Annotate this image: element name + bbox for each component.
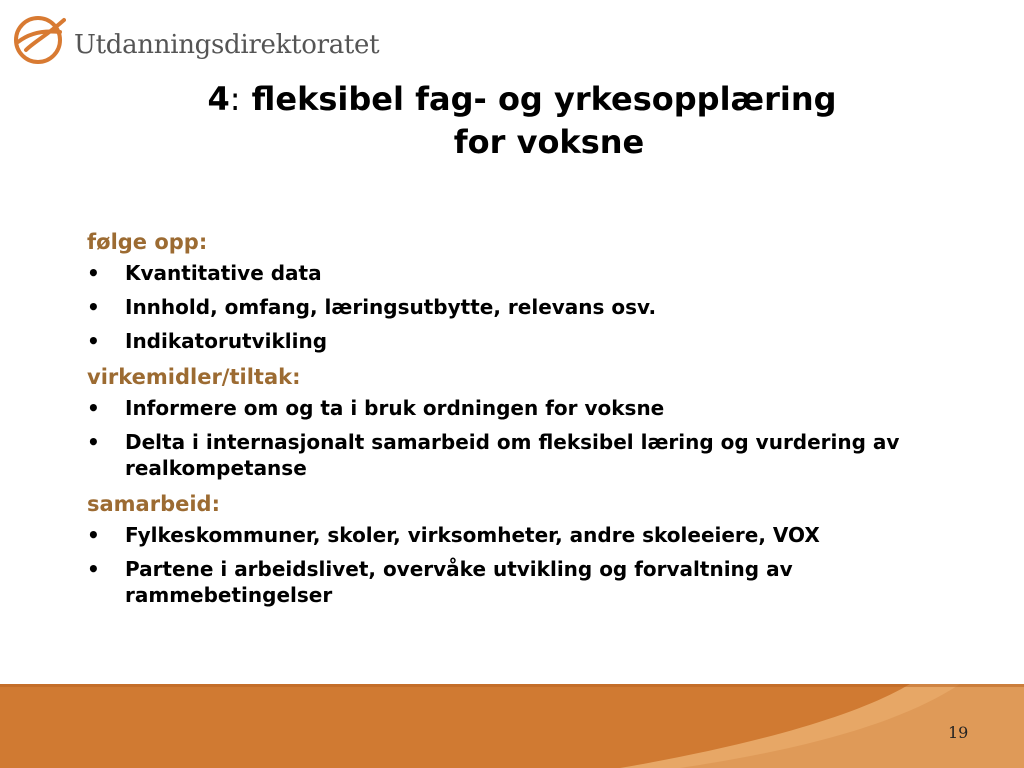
title-spacer (241, 80, 252, 118)
footer-band (0, 684, 1024, 768)
section-heading: samarbeid: (87, 492, 220, 516)
bullet-list (87, 260, 967, 354)
bullet-text: Delta i internasjonalt samarbeid om fleksibel læring og vurdering av realkompetanse (125, 430, 900, 480)
section-virkemidler (87, 362, 967, 481)
title-separator: : (229, 80, 241, 118)
bullet-item (87, 522, 967, 548)
slide-title-line-1 (20, 78, 1024, 121)
bullet-icon: • (87, 261, 100, 285)
bullet-text: Innhold, omfang, læringsutbytte, relevans osv. (125, 295, 657, 319)
bullet-icon: • (87, 430, 100, 454)
bullet-list (87, 395, 967, 481)
bullet-item (87, 328, 967, 354)
bullet-text: Indikatorutvikling (125, 329, 328, 353)
bullet-text: Informere om og ta i bruk ordningen for voksne (125, 396, 665, 420)
utdanningsdirektoratet-logo-icon (12, 12, 66, 66)
bullet-icon: • (87, 329, 100, 353)
bullet-text: Fylkeskommuner, skoler, virksomheter, andre skoleeiere, VOX (125, 523, 820, 547)
bullet-text: Partene i arbeidslivet, overvåke utvikling og forvaltning av rammebetingelser (125, 557, 793, 607)
bullet-icon: • (87, 295, 100, 319)
bullet-icon: • (87, 396, 100, 420)
slide-body (87, 227, 967, 616)
section-samarbeid (87, 489, 967, 608)
title-text-1: fleksibel fag- og yrkesopplæring (251, 80, 837, 118)
page-number: 19 (948, 723, 969, 742)
bullet-item (87, 260, 967, 286)
bullet-text: Kvantitative data (125, 261, 322, 285)
bullet-list (87, 522, 967, 608)
section-heading: følge opp: (87, 230, 208, 254)
section-folge-opp (87, 227, 967, 354)
logo-text: Utdanningsdirektoratet (74, 30, 380, 60)
slide-title (0, 78, 1024, 164)
bullet-item (87, 294, 967, 320)
section-heading: virkemidler/tiltak: (87, 365, 301, 389)
bullet-item (87, 556, 967, 608)
bullet-item (87, 395, 967, 421)
title-number: 4 (207, 80, 230, 118)
bullet-icon: • (87, 557, 100, 581)
bullet-icon: • (87, 523, 100, 547)
bullet-item (87, 429, 967, 481)
slide-title-line-2: for voksne (453, 123, 645, 161)
